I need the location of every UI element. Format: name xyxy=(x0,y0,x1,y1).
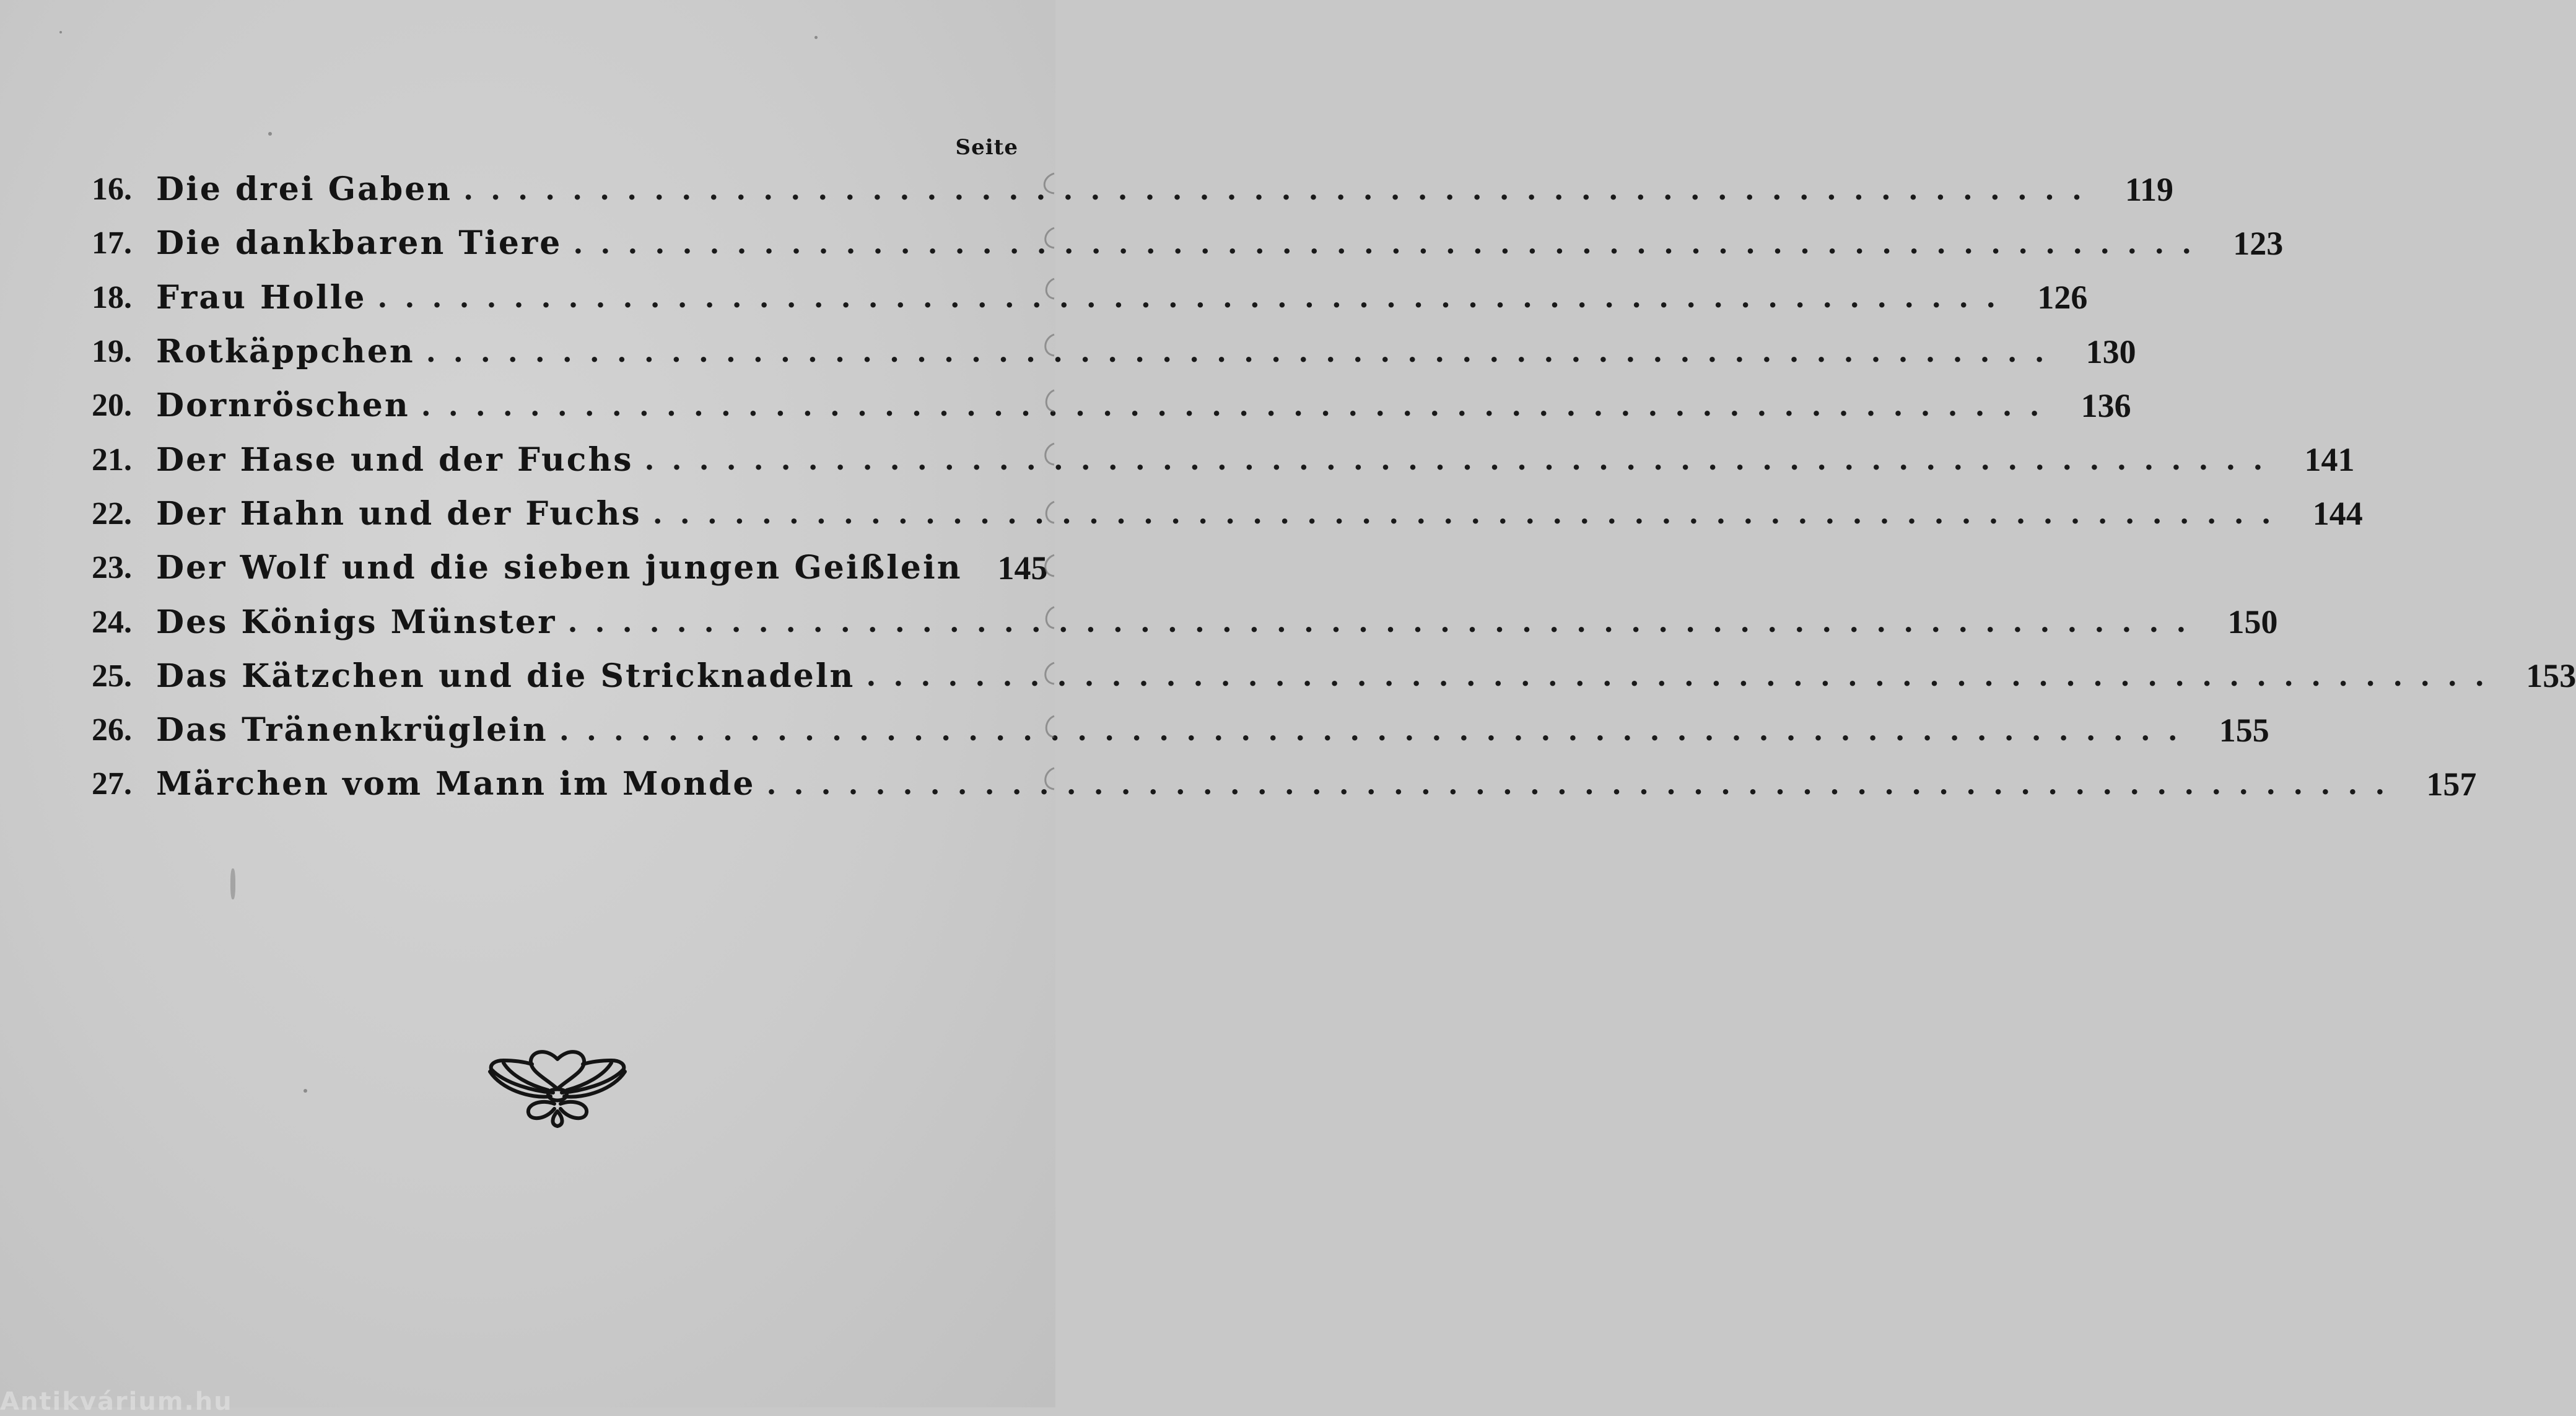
entry-title: Das Kätzchen und die Stricknadeln xyxy=(156,657,855,695)
toc-entry xyxy=(92,378,2131,432)
entry-number: 18. xyxy=(92,279,132,315)
entry-number: 21. xyxy=(92,442,132,478)
entry-page-number: 145 xyxy=(997,549,1048,587)
heart-vignette-icon xyxy=(486,1047,629,1140)
dot-leader: ............................................................ xyxy=(644,443,2281,477)
entry-number: 24. xyxy=(92,604,132,640)
entry-page-number: 153 xyxy=(2526,657,2576,695)
dot-leader: ............................................................ xyxy=(463,172,2099,206)
paper-speck xyxy=(303,1089,307,1093)
entry-number: 16. xyxy=(92,172,132,208)
entry-page-number: 123 xyxy=(2233,224,2284,262)
toc-entry xyxy=(92,757,2477,811)
entry-title: Das Tränenkrüglein xyxy=(156,711,548,750)
pencil-margin-marks xyxy=(1031,155,1055,805)
entry-title: Der Hahn und der Fuchs xyxy=(156,494,642,533)
dot-leader: ............................................................ xyxy=(559,713,2195,747)
entry-title: Frau Holle xyxy=(156,278,367,317)
paper-speck xyxy=(814,36,818,39)
entry-page-number: 136 xyxy=(2080,387,2131,424)
entry-title: Des Königs Münster xyxy=(156,603,557,641)
toc-entry xyxy=(92,162,2173,216)
entry-number: 22. xyxy=(92,496,132,531)
page-column-header: Seite xyxy=(955,135,1018,160)
entry-title: Der Wolf und die sieben jungen Geißlein xyxy=(156,549,963,587)
dot-leader: ............................................................ xyxy=(766,767,2403,801)
paper-speck xyxy=(59,31,62,33)
entry-page-number: 119 xyxy=(2124,170,2173,208)
dot-leader: ............................................................ xyxy=(377,281,2014,315)
entry-title: Rotkäppchen xyxy=(156,333,415,371)
toc-entry xyxy=(92,216,2284,270)
paper-speck xyxy=(268,132,272,136)
toc-entry xyxy=(92,703,2269,757)
entry-page-number: 141 xyxy=(2304,441,2355,479)
dot-leader: ............................................................ xyxy=(426,334,2062,369)
toc-entry xyxy=(92,541,1048,595)
entry-page-number: 157 xyxy=(2426,765,2477,803)
entry-page-number: 144 xyxy=(2312,495,2363,533)
entry-page-number: 130 xyxy=(2085,333,2136,370)
dot-leader: ............................................................ xyxy=(573,226,2209,260)
table-of-contents xyxy=(92,162,2576,811)
toc-entry xyxy=(92,649,2576,703)
entry-title: Die drei Gaben xyxy=(156,170,453,209)
entry-number: 23. xyxy=(92,550,132,586)
watermark: Antikvárium.hu xyxy=(0,1388,233,1416)
entry-page-number: 150 xyxy=(2227,603,2278,641)
entry-title: Der Hase und der Fuchs xyxy=(156,440,634,479)
dot-leader: ............................................................ xyxy=(567,605,2204,639)
entry-number: 20. xyxy=(92,388,132,424)
toc-entry xyxy=(92,487,2363,541)
entry-page-number: 126 xyxy=(2037,279,2088,317)
dot-leader: ............................................................ xyxy=(421,388,2057,422)
entry-title: Märchen vom Mann im Monde xyxy=(156,765,756,803)
dot-leader: ............................................................ xyxy=(652,497,2289,531)
toc-entry xyxy=(92,325,2136,378)
entry-page-number: 155 xyxy=(2219,711,2269,749)
entry-number: 25. xyxy=(92,658,132,694)
entry-title: Die dankbaren Tiere xyxy=(156,224,562,263)
entry-number: 27. xyxy=(92,766,132,802)
entry-number: 19. xyxy=(92,334,132,370)
toc-entry xyxy=(92,432,2355,486)
entry-title: Dornröschen xyxy=(156,387,410,425)
entry-number: 17. xyxy=(92,225,132,261)
toc-entry xyxy=(92,595,2278,649)
toc-entry xyxy=(92,271,2088,325)
entry-number: 26. xyxy=(92,712,132,748)
paper-speck xyxy=(230,868,235,899)
dot-leader: ............................................................ xyxy=(866,659,2502,693)
